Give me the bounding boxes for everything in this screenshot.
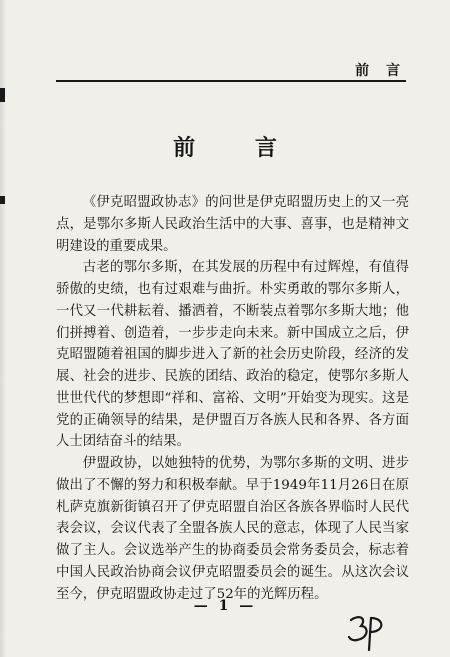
- paragraph: 《伊克昭盟政协志》的问世是伊克昭盟历史上的又一亮点，是鄂尔多斯人民政治生活中的大事、喜事，也是精神文明建设的重要成果。: [56, 195, 409, 254]
- header-rule: [56, 80, 406, 82]
- paragraph: 伊盟政协，以她独特的优势，为鄂尔多斯的文明、进步做出了不懈的努力和积极奉献。早于1949年11月26日在原札萨克旗新街镇召开了伊克昭盟自治区各族各界临时人民代表会议，会议代表了全盟各族人民的意志，体现了人民当家做了主人。会议选举产生的协商委员会常务委员会，标志着中国人民政治协商会议伊克昭盟委员会的诞生。从这次会议至今，伊克昭盟政协走过了52年的光辉历程。: [56, 456, 409, 602]
- body-text: [56, 192, 409, 605]
- page-title: 前 言: [173, 135, 303, 161]
- binding-mark: [0, 196, 5, 204]
- paragraph: 古老的鄂尔多斯，在其发展的历程中有过辉煌，有值得骄傲的史绩，也有过艰难与曲折。朴实勇敢的鄂尔多斯人，一代又一代耕耘着、播洒着，不断装点着鄂尔多斯大地；他们拼搏着、创造着，一步步走向未来。新中国成立之后，伊克昭盟随着祖国的脚步进入了新的社会历史阶段，经济的发展、社会的进步、民族的团结、政治的稳定，使鄂尔多斯人世世代代的梦想即“祥和、富裕、文明”开始变为现实。这是党的正确领导的结果，是伊盟百万各族人民和各界、各方面人士团结奋斗的结果。: [56, 260, 409, 450]
- running-header: [56, 58, 406, 82]
- running-header-title: 前 言: [355, 63, 406, 79]
- handwritten-mark: [345, 612, 390, 652]
- binding-mark: [0, 88, 5, 102]
- page-number: — 1 —: [193, 598, 257, 614]
